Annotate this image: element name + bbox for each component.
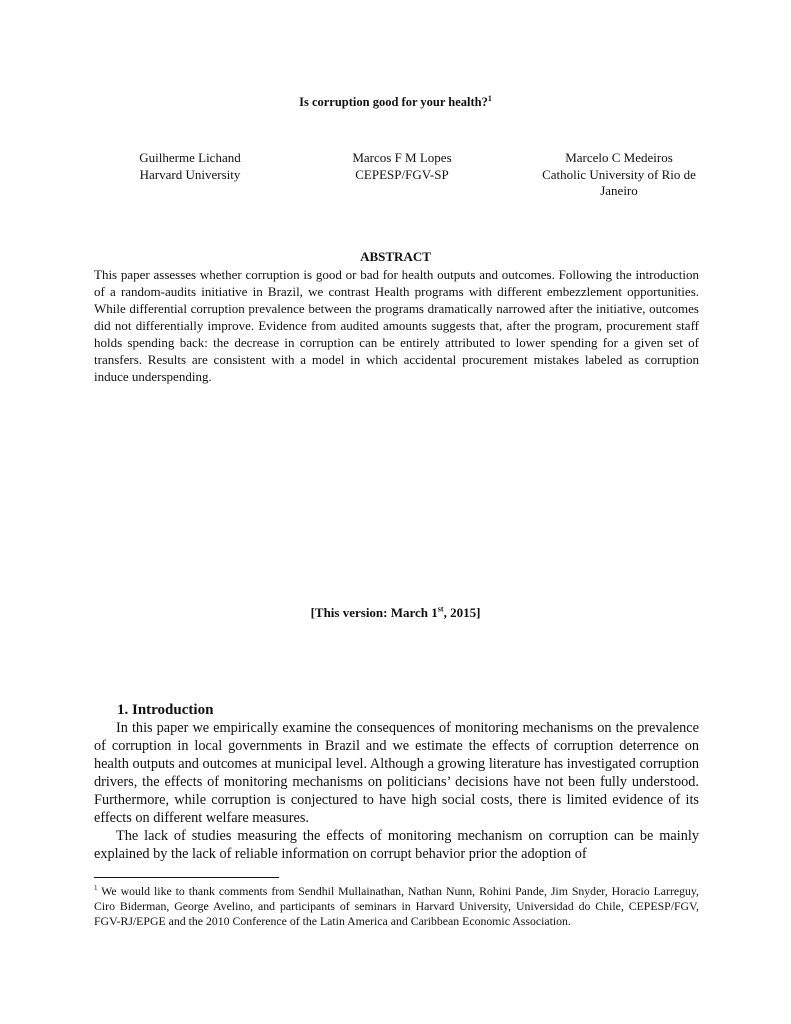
paper-title-text: Is corruption good for your health? [299, 95, 488, 109]
footnote [94, 884, 699, 929]
paragraph: The lack of studies measuring the effects of monitoring mechanism on corruption can be mainly explained by the lack of reliable information on corrupt behavior prior the adoption of [94, 828, 699, 862]
version-prefix: [This version: March 1 [310, 605, 438, 620]
title-footnote-mark: 1 [487, 93, 492, 103]
version-superscript: st [437, 604, 444, 614]
paragraph: In this paper we empirically examine the consequences of monitoring mechanisms on the prevalence of corruption in local governments in Brazil and we estimate the effects of corruption deterrence on health outputs and outcomes at municipal level. Although a growing literature has investigated corruption drivers, the effects of monitoring mechanisms on politicians’ decisions have not been fully understood. Furthermore, while corruption is conjectured to have high social costs, there is limited evidence of its effects on different welfare measures. [94, 720, 699, 826]
author-3-affiliation: Catholic University of Rio de Janeiro [542, 166, 696, 198]
footnote-divider [94, 877, 279, 878]
author-1-name: Guilherme Lichand [139, 150, 241, 165]
author-1-affiliation: Harvard University [139, 166, 241, 182]
author-2-affiliation: CEPESP/FGV-SP [355, 166, 449, 182]
section-heading: 1. Introduction [117, 702, 214, 718]
footnote-text: We would like to thank comments from Sendhil Mullainathan, Nathan Nunn, Rohini Pande, Jim Snyder, Horacio Larreguy, Ciro Biderman, George Avelino, and participants of seminars in Harvard University, Universidad do Chile, CEPESP/FGV, FGV-RJ/EPGE and the 2010 Conference of the Latin America and Caribbean Economic Association. [94, 884, 699, 928]
abstract-text: This paper assesses whether corruption is good or bad for health outputs and outcomes. Following the introduction of a random-audits initiative in Brazil, we contrast Health programs with different embezzlement opportunities. While differential corruption prevalence between the programs dramatically narrowed after the initiative, outcomes did not differentially improve. Evidence from audited amounts suggests that, after the program, procurement staff holds spending back: the decrease in corruption can be entirely attributed to lower spending for a given set of transfers. Results are consistent with a model in which accidental procurement mistakes labeled as corruption induce underspending. [94, 267, 699, 384]
author-1 [95, 150, 285, 183]
author-2-name: Marcos F M Lopes [352, 150, 452, 165]
paper-title [0, 95, 791, 110]
section-body [94, 719, 699, 863]
version-line [0, 605, 791, 621]
author-3 [524, 150, 714, 200]
version-suffix: , 2015] [443, 605, 481, 620]
author-2 [307, 150, 497, 183]
abstract-heading: ABSTRACT [360, 249, 431, 264]
footnote-mark: 1 [94, 884, 98, 893]
author-3-name: Marcelo C Medeiros [565, 150, 673, 165]
